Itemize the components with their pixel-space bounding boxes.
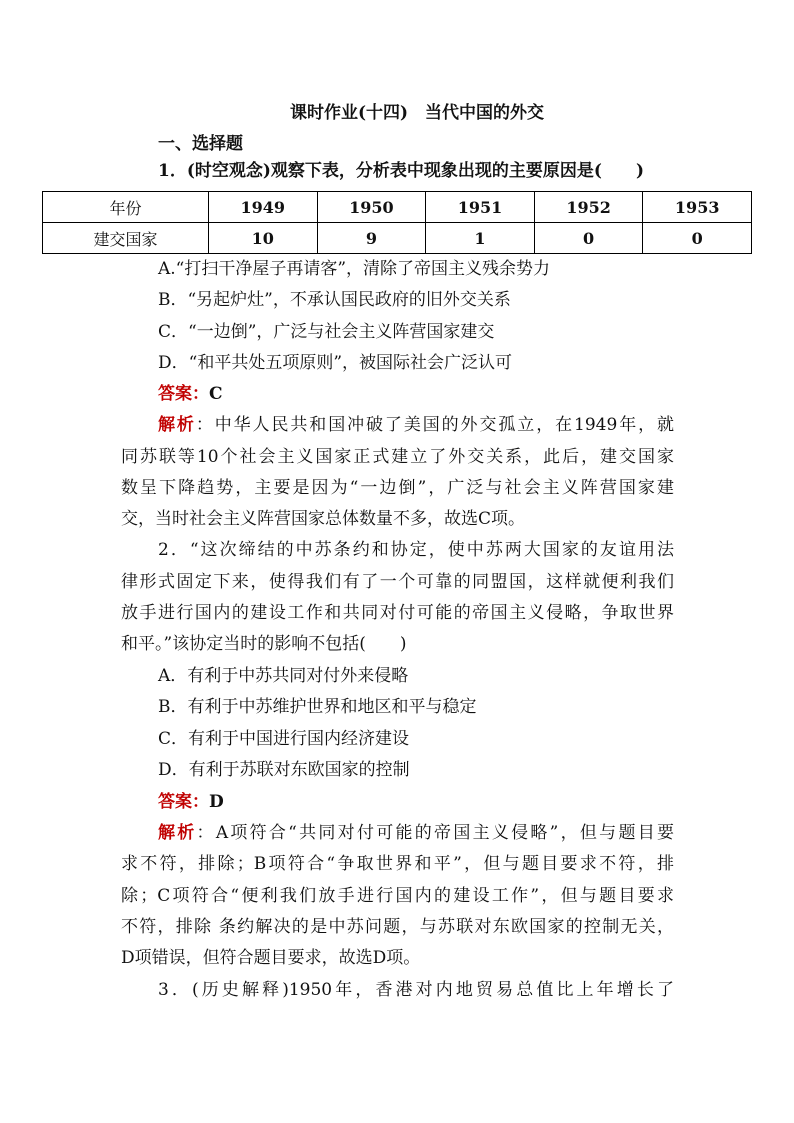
q2-option-d: D．有利于苏联对东欧国家的控制 (158, 760, 410, 780)
table-cell: 1 (426, 223, 535, 254)
q1-answer (158, 382, 223, 406)
table-cell: 9 (317, 223, 426, 254)
diplomatic-relations-table (42, 191, 752, 254)
answer-label: 答案： (158, 792, 209, 812)
table-cell: 1951 (426, 192, 535, 223)
question-1-stem: 1．(时空观念)观察下表，分析表中现象出现的主要原因是( ) (158, 161, 645, 181)
q2-option-a: A．有利于中苏共同对付外来侵略 (158, 666, 409, 686)
page-title: 课时作业(十四) 当代中国的外交 (289, 103, 545, 123)
table-row-label: 建交国家 (43, 223, 209, 254)
table-cell: 1949 (209, 192, 318, 223)
q2-analysis-line: 不符，排除 条约解决的是中苏问题，与苏联对东欧国家的控制无关， (121, 917, 674, 937)
question-2-stem: 律形式固定下来，使得我们有了一个可靠的同盟国，这样就便利我们 (121, 572, 674, 592)
table-cell: 10 (209, 223, 318, 254)
analysis-text: ：中华人民共和国冲破了美国的外交孤立，在1949年，就 (195, 415, 675, 435)
q2-analysis-line (158, 821, 674, 845)
q2-answer (158, 790, 224, 814)
answer-value: C (209, 384, 223, 404)
analysis-label: 解析 (158, 823, 197, 843)
q2-analysis-line: 求不符，排除；B项符合“争取世界和平”，但与题目要求不符，排 (121, 854, 674, 874)
table-row-label: 年份 (43, 192, 209, 223)
q2-analysis-line: 除；C项符合“便利我们放手进行国内的建设工作”，但与题目要求 (121, 886, 674, 906)
analysis-label: 解析 (158, 415, 196, 435)
q2-option-b: B．有利于中苏维护世界和地区和平与稳定 (158, 697, 477, 717)
analysis-text: ：A项符合“共同对付可能的帝国主义侵略”，但与题目要 (196, 823, 674, 843)
table-cell: 1950 (317, 192, 426, 223)
question-2-stem: 和平。”该协定当时的影响不包括( ) (121, 634, 407, 654)
table-cell: 1952 (534, 192, 643, 223)
q1-option-d: D．“和平共处五项原则”，被国际社会广泛认可 (158, 353, 513, 373)
q1-analysis-line (158, 413, 674, 437)
question-3-stem: 3．(历史解释)1950年，香港对内地贸易总值比上年增长了 (158, 980, 674, 1000)
q1-analysis-line: 交，当时社会主义阵营国家总体数量不多，故选C项。 (121, 509, 526, 529)
table-cell: 0 (643, 223, 752, 254)
q1-option-a: A.“打扫干净屋子再请客”，清除了帝国主义残余势力 (158, 259, 551, 279)
question-2-stem: 2．“这次缔结的中苏条约和协定，使中苏两大国家的友谊用法 (158, 540, 674, 560)
question-2-stem: 放手进行国内的建设工作和共同对付可能的帝国主义侵略，争取世界 (121, 603, 674, 623)
q1-option-c: C．“一边倒”，广泛与社会主义阵营国家建交 (158, 322, 495, 342)
table-cell: 0 (534, 223, 643, 254)
table-row (43, 223, 752, 254)
q2-analysis-line: D项错误，但符合题目要求，故选D项。 (121, 948, 421, 968)
answer-label: 答案： (158, 384, 209, 404)
section-heading: 一、选择题 (158, 134, 243, 154)
table-cell: 1953 (643, 192, 752, 223)
q2-option-c: C．有利于中国进行国内经济建设 (158, 729, 410, 749)
q1-analysis-line: 同苏联等10个社会主义国家正式建立了外交关系，此后，建交国家 (121, 447, 674, 467)
answer-value: D (209, 792, 224, 812)
q1-analysis-line: 数呈下降趋势，主要是因为“一边倒”，广泛与社会主义阵营国家建 (121, 478, 674, 498)
q1-option-b: B．“另起炉灶”，不承认国民政府的旧外交关系 (158, 290, 511, 310)
table-row (43, 192, 752, 223)
